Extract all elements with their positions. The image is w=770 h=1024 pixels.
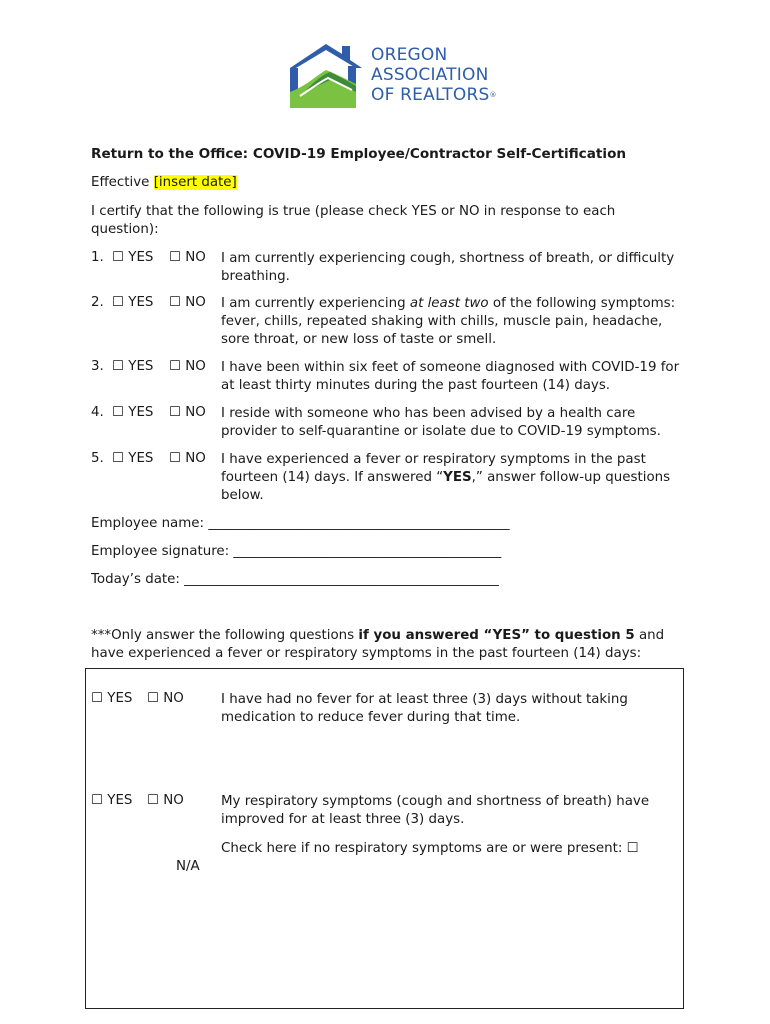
question-text: I have experienced a fever or respiratory symptoms in the past fourteen (14) days. If answered “YES,” answer follow-up questions below.	[221, 452, 671, 503]
yes-checkbox[interactable]: ☐ YES	[112, 359, 154, 374]
effective-date-line	[91, 175, 237, 190]
no-checkbox[interactable]: ☐ NO	[169, 359, 206, 374]
na-label: N/A	[176, 859, 200, 874]
insert-date-placeholder[interactable]: [insert date]	[153, 175, 237, 190]
question-number: 1.	[91, 250, 104, 265]
logo-wordmark	[371, 45, 497, 105]
intro-text: I certify that the following is true (please check YES or NO in response to each question):	[91, 204, 616, 237]
question-text: I have been within six feet of someone diagnosed with COVID-19 for at least thirty minutes during the past fourteen (14) days.	[221, 360, 680, 393]
question-number: 4.	[91, 405, 104, 420]
house-logo-icon	[286, 40, 376, 112]
no-checkbox[interactable]: ☐ NO	[169, 295, 206, 310]
followup-1-no-checkbox[interactable]: ☐ NO	[147, 691, 184, 706]
question-text: I am currently experiencing at least two of the following symptoms: fever, chills, repeated shaking with chills, muscle pain, headache, sore throat, or new loss of taste or smell.	[221, 296, 676, 347]
followup-box	[85, 668, 684, 1009]
yes-checkbox[interactable]: ☐ YES	[112, 405, 154, 420]
question-number: 3.	[91, 359, 104, 374]
page-title: Return to the Office: COVID-19 Employee/Contractor Self-Certification	[91, 146, 627, 162]
followup-2-text: My respiratory symptoms (cough and shortness of breath) have improved for at least three (3) days.	[221, 794, 650, 827]
followup-instructions: ***Only answer the following questions if you answered “YES” to question 5 and have experienced a fever or respiratory symptoms in the past fourteen (14) days:	[91, 628, 665, 661]
question-text: I reside with someone who has been advised by a health care provider to self-quarantine or isolate due to COVID-19 symptoms.	[221, 406, 661, 439]
yes-checkbox[interactable]: ☐ YES	[112, 451, 154, 466]
question-number: 5.	[91, 451, 104, 466]
no-symptoms-checkbox[interactable]: Check here if no respiratory symptoms are or were present: ☐	[221, 841, 639, 856]
question-text: I am currently experiencing cough, shortness of breath, or difficulty breathing.	[221, 251, 675, 284]
logo-line-3: OF REALTORS®	[371, 85, 497, 105]
todays-date-field[interactable]: Today’s date: _______________________________________________	[91, 572, 499, 587]
employee-name-field[interactable]: Employee name: _____________________________________________	[91, 516, 510, 531]
followup-2-yes-checkbox[interactable]: ☐ YES	[91, 793, 133, 808]
question-number: 2.	[91, 295, 104, 310]
followup-2-no-checkbox[interactable]: ☐ NO	[147, 793, 184, 808]
yes-checkbox[interactable]: ☐ YES	[112, 295, 154, 310]
effective-label: Effective	[91, 175, 154, 190]
followup-1-yes-checkbox[interactable]: ☐ YES	[91, 691, 133, 706]
no-checkbox[interactable]: ☐ NO	[169, 451, 206, 466]
no-checkbox[interactable]: ☐ NO	[169, 405, 206, 420]
logo-line-2: ASSOCIATION	[371, 65, 489, 85]
yes-checkbox[interactable]: ☐ YES	[112, 250, 154, 265]
logo-line-1: OREGON	[371, 45, 448, 65]
followup-1-text: I have had no fever for at least three (3) days without taking medication to reduce fever during that time.	[221, 692, 628, 725]
employee-signature-field[interactable]: Employee signature: ________________________________________	[91, 544, 502, 559]
no-checkbox[interactable]: ☐ NO	[169, 250, 206, 265]
